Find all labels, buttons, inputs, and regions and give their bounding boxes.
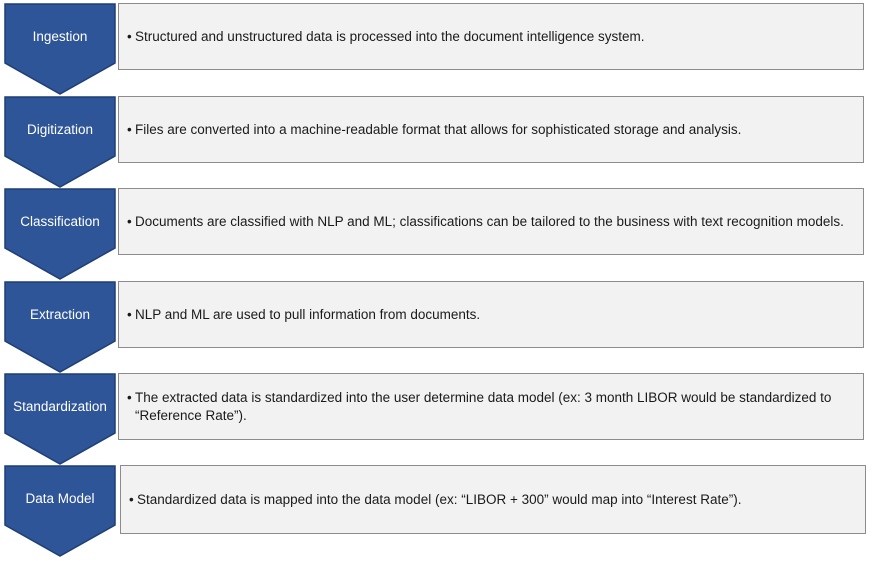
process-step-standardization: [0, 373, 872, 465]
process-step-digitization: [0, 96, 872, 188]
bullet-icon: •: [127, 121, 132, 137]
process-step-extraction: [0, 281, 872, 373]
step-description: Documents are classified with NLP and ML; classifications can be tailored to the business with text recognition models.: [135, 213, 844, 229]
step-description-box: [118, 96, 864, 163]
process-step-classification: [0, 188, 872, 280]
chevron-shape: [4, 3, 116, 95]
step-label: Digitization: [26, 122, 94, 137]
bullet-icon: •: [127, 389, 132, 405]
step-description-box: [120, 465, 866, 534]
step-description: Structured and unstructured data is processed into the document intelligence system.: [135, 28, 645, 44]
step-description: Files are converted into a machine-readable format that allows for sophisticated storage and analysis.: [135, 121, 742, 137]
process-step-data-model: [0, 465, 872, 557]
bullet-icon: •: [127, 28, 132, 44]
step-description-box: [118, 188, 864, 255]
process-step-ingestion: [0, 3, 872, 95]
step-description: Standardized data is mapped into the data model (ex: “LIBOR + 300” would map into “Interest Rate”).: [137, 491, 742, 507]
chevron-shape: [4, 281, 116, 373]
step-description-box: [118, 281, 864, 348]
chevron-shape: [4, 96, 116, 188]
chevron-shape: [4, 188, 116, 280]
step-label: Extraction: [29, 307, 91, 322]
bullet-icon: •: [127, 306, 132, 322]
step-description: NLP and ML are used to pull information from documents.: [135, 306, 481, 322]
step-label: Standardization: [13, 399, 107, 414]
step-description-box: [118, 3, 864, 70]
bullet-icon: •: [129, 491, 134, 507]
step-label: Data Model: [25, 491, 95, 506]
chevron-shape: [4, 373, 116, 465]
step-label: Ingestion: [32, 29, 88, 44]
step-label: Classification: [20, 214, 100, 229]
chevron-shape: [4, 465, 116, 557]
step-description: The extracted data is standardized into the user determine data model (ex: 3 month LIBOR would be standardized to “Reference Rate”).: [135, 389, 832, 423]
bullet-icon: •: [127, 213, 132, 229]
step-description-box: [118, 373, 864, 440]
